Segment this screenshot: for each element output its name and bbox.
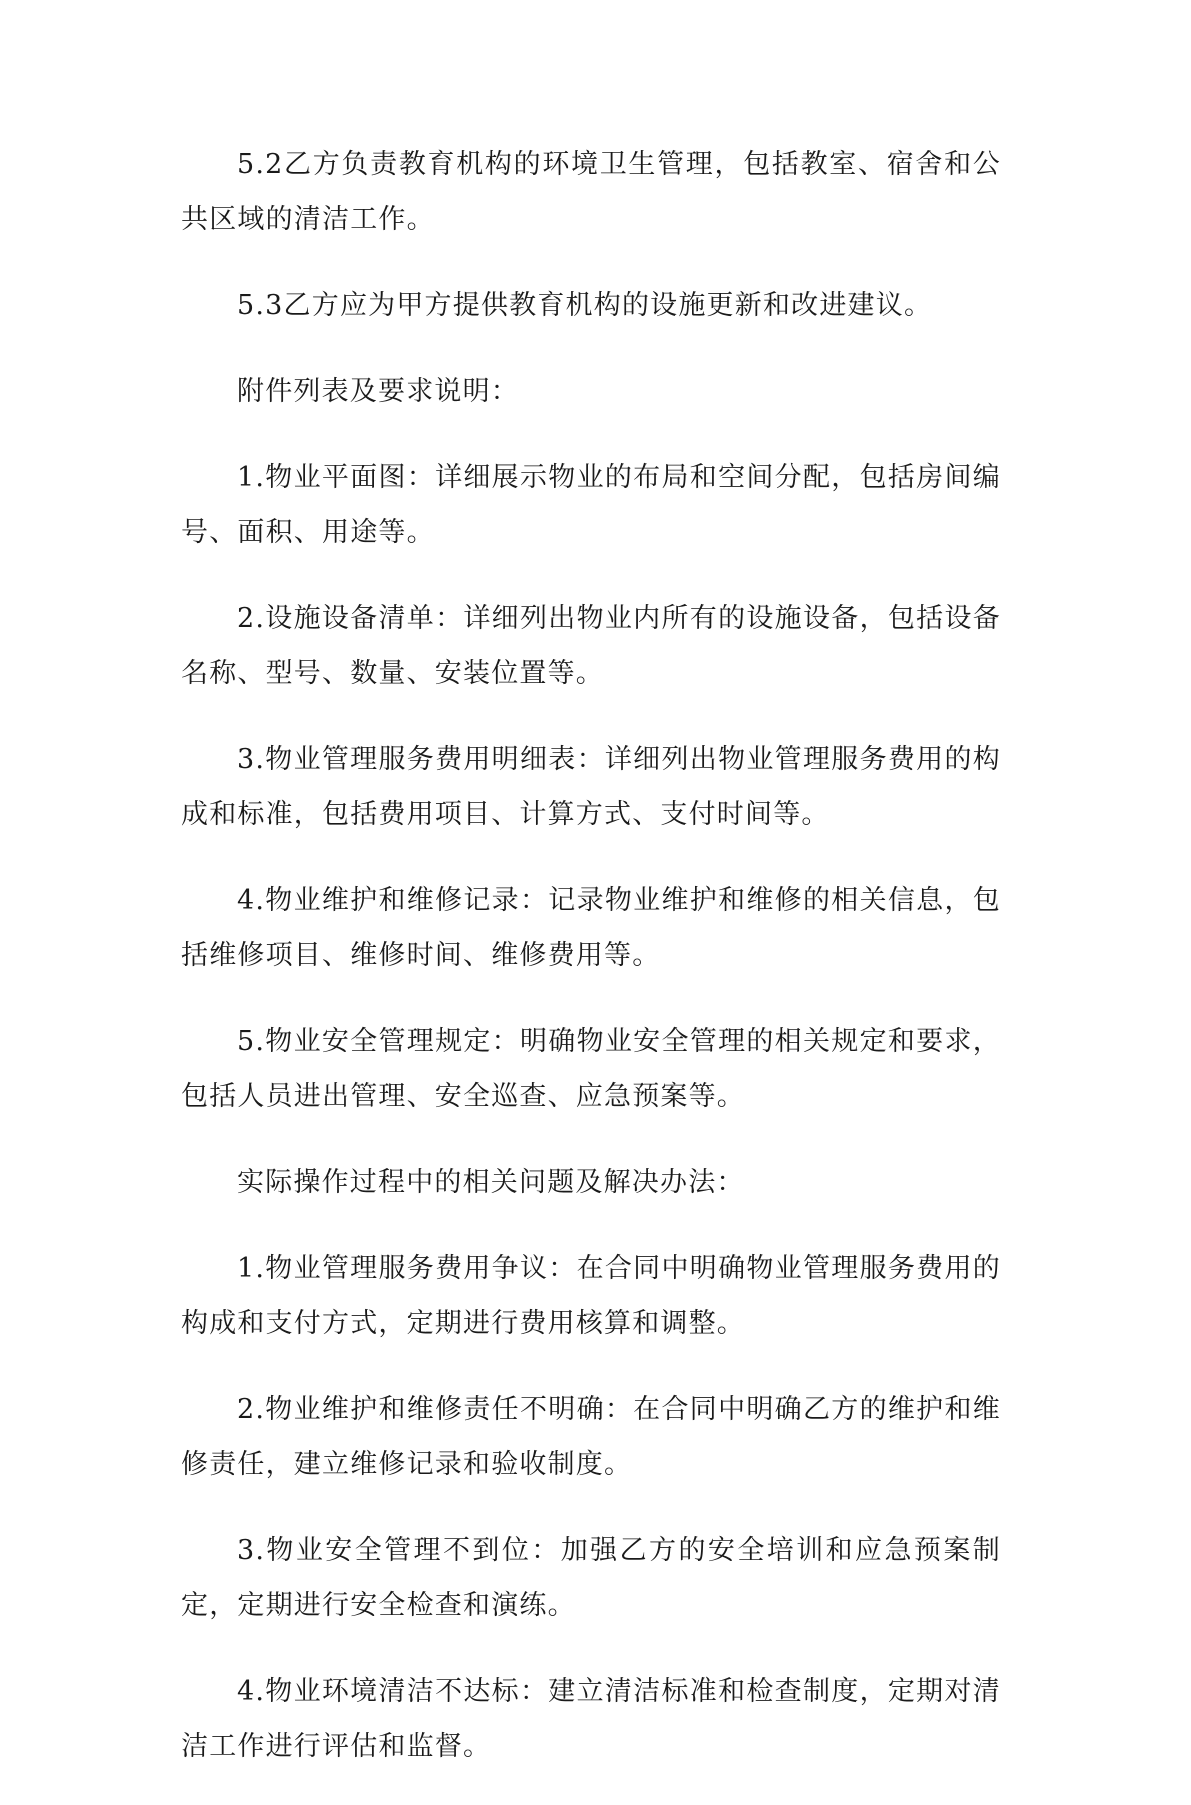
paragraph-5-2: 5.2乙方负责教育机构的环境卫生管理，包括教室、宿舍和公共区域的清洁工作。 bbox=[181, 149, 1001, 235]
issue-item-3: 3.物业安全管理不到位：加强乙方的安全培训和应急预案制定，定期进行安全检查和演练。 bbox=[181, 1535, 1001, 1621]
attachment-item-4: 4.物业维护和维修记录：记录物业维护和维修的相关信息，包括维修项目、维修时间、维修费用等。 bbox=[181, 885, 1001, 971]
issue-item-2: 2.物业维护和维修责任不明确：在合同中明确乙方的维护和维修责任，建立维修记录和验收制度。 bbox=[181, 1394, 1001, 1480]
attachment-item-1: 1.物业平面图：详细展示物业的布局和空间分配，包括房间编号、面积、用途等。 bbox=[181, 462, 1001, 548]
attachment-item-3: 3.物业管理服务费用明细表：详细列出物业管理服务费用的构成和标准，包括费用项目、计算方式、支付时间等。 bbox=[181, 744, 1001, 830]
issue-item-4: 4.物业环境清洁不达标：建立清洁标准和检查制度，定期对清洁工作进行评估和监督。 bbox=[181, 1676, 1001, 1762]
document-body bbox=[181, 137, 1001, 1805]
issue-item-1: 1.物业管理服务费用争议：在合同中明确物业管理服务费用的构成和支付方式，定期进行费用核算和调整。 bbox=[181, 1253, 1001, 1339]
attachment-item-2: 2.设施设备清单：详细列出物业内所有的设施设备，包括设备名称、型号、数量、安装位置等。 bbox=[181, 603, 1001, 689]
attachment-item-5: 5.物业安全管理规定：明确物业安全管理的相关规定和要求，包括人员进出管理、安全巡查、应急预案等。 bbox=[181, 1026, 1001, 1112]
issues-heading: 实际操作过程中的相关问题及解决办法： bbox=[237, 1167, 745, 1198]
paragraph-5-3: 5.3乙方应为甲方提供教育机构的设施更新和改进建议。 bbox=[237, 290, 933, 321]
attachments-heading: 附件列表及要求说明： bbox=[237, 376, 519, 407]
